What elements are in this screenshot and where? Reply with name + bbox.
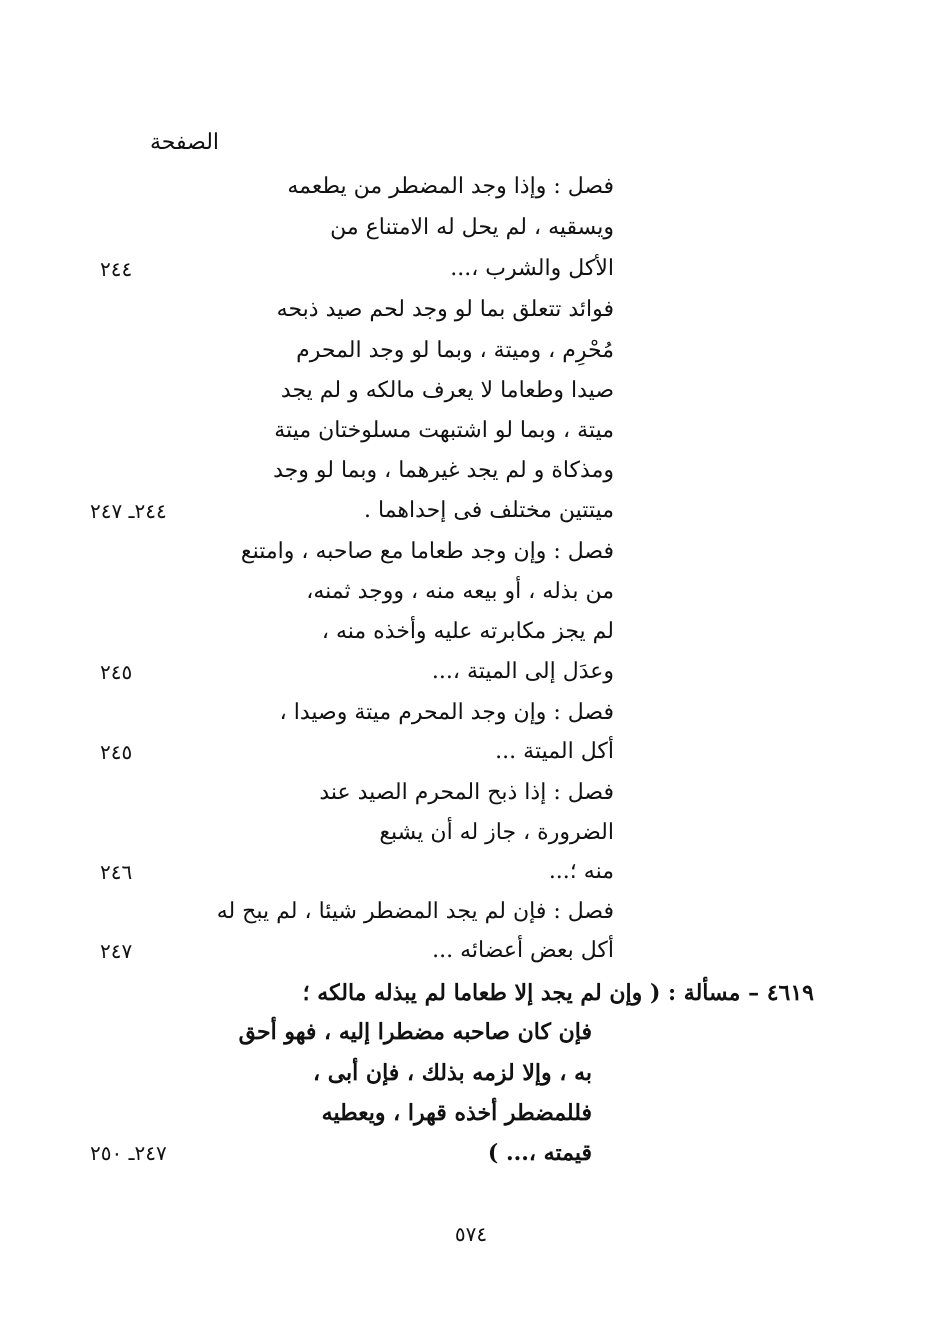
toc-line: لم يجز مكابرته عليه وأخذه منه ،	[321, 619, 614, 644]
toc-line-bold: ٤٦١٩ – مسألة : ( وإن لم يجد إلا طعاما لم يبذله مالكه ؛	[302, 980, 814, 1006]
toc-line-bold: به ، وإلا لزمه بذلك ، فإن أبى ،	[312, 1060, 592, 1086]
toc-line: الضرورة ، جاز له أن يشبع	[379, 820, 614, 845]
toc-line: فصل : فإن لم يجد المضطر شيئا ، لم يبح له	[216, 899, 614, 924]
toc-line: ومذكاة و لم يجد غيرهما ، وبما لو وجد	[273, 458, 614, 483]
toc-line: ميتتين مختلف فى إحداهما .	[364, 498, 614, 523]
toc-line: فوائد تتعلق بما لو وجد لحم صيد ذبحه	[276, 297, 614, 322]
toc-line: فصل : وإن وجد المحرم ميتة وصيدا ،	[279, 700, 614, 725]
toc-line: ميتة ، وبما لو اشتبهت مسلوختان ميتة	[274, 418, 614, 443]
toc-line: منه ؛...	[548, 859, 614, 884]
page-number: ٥٧٤	[454, 1222, 488, 1246]
toc-line: صيدا وطعاما لا يعرف مالكه و لم يجد	[280, 378, 614, 403]
page-ref: ٢٤٤ـ ٢٤٧	[90, 499, 167, 523]
toc-line: أكل بعض أعضائه ...	[432, 938, 614, 963]
page-ref: ٢٤٤	[100, 257, 133, 281]
page-ref: ٢٤٧	[100, 939, 133, 963]
toc-line: وعدَل إلى الميتة ،...	[431, 659, 614, 684]
toc-line-bold: فللمضطر أخذه قهرا ، ويعطيه	[321, 1100, 592, 1126]
toc-line-bold: قيمته ،... )	[487, 1140, 592, 1166]
page-ref: ٢٤٧ـ ٢٥٠	[90, 1141, 167, 1165]
toc-line: الأكل والشرب ،...	[450, 256, 614, 281]
toc-line: من بذله ، أو بيعه منه ، ووجد ثمنه،	[306, 579, 614, 604]
toc-line: ويسقيه ، لم يحل له الامتناع من	[330, 215, 614, 240]
toc-line: فصل : إذا ذبح المحرم الصيد عند	[319, 780, 614, 805]
toc-line: فصل : وإن وجد طعاما مع صاحبه ، وامتنع	[240, 539, 614, 564]
toc-line: مُحْرِم ، وميتة ، وبما لو وجد المحرم	[296, 338, 614, 363]
page-ref: ٢٤٥	[100, 740, 133, 764]
page-ref: ٢٤٦	[100, 860, 133, 884]
toc-line-bold: فإن كان صاحبه مضطرا إليه ، فهو أحق	[238, 1019, 592, 1045]
column-header-page: الصفحة	[150, 130, 220, 155]
toc-line: أكل الميتة ...	[495, 739, 614, 764]
toc-line: فصل : وإذا وجد المضطر من يطعمه	[287, 174, 614, 199]
page-ref: ٢٤٥	[100, 660, 133, 684]
